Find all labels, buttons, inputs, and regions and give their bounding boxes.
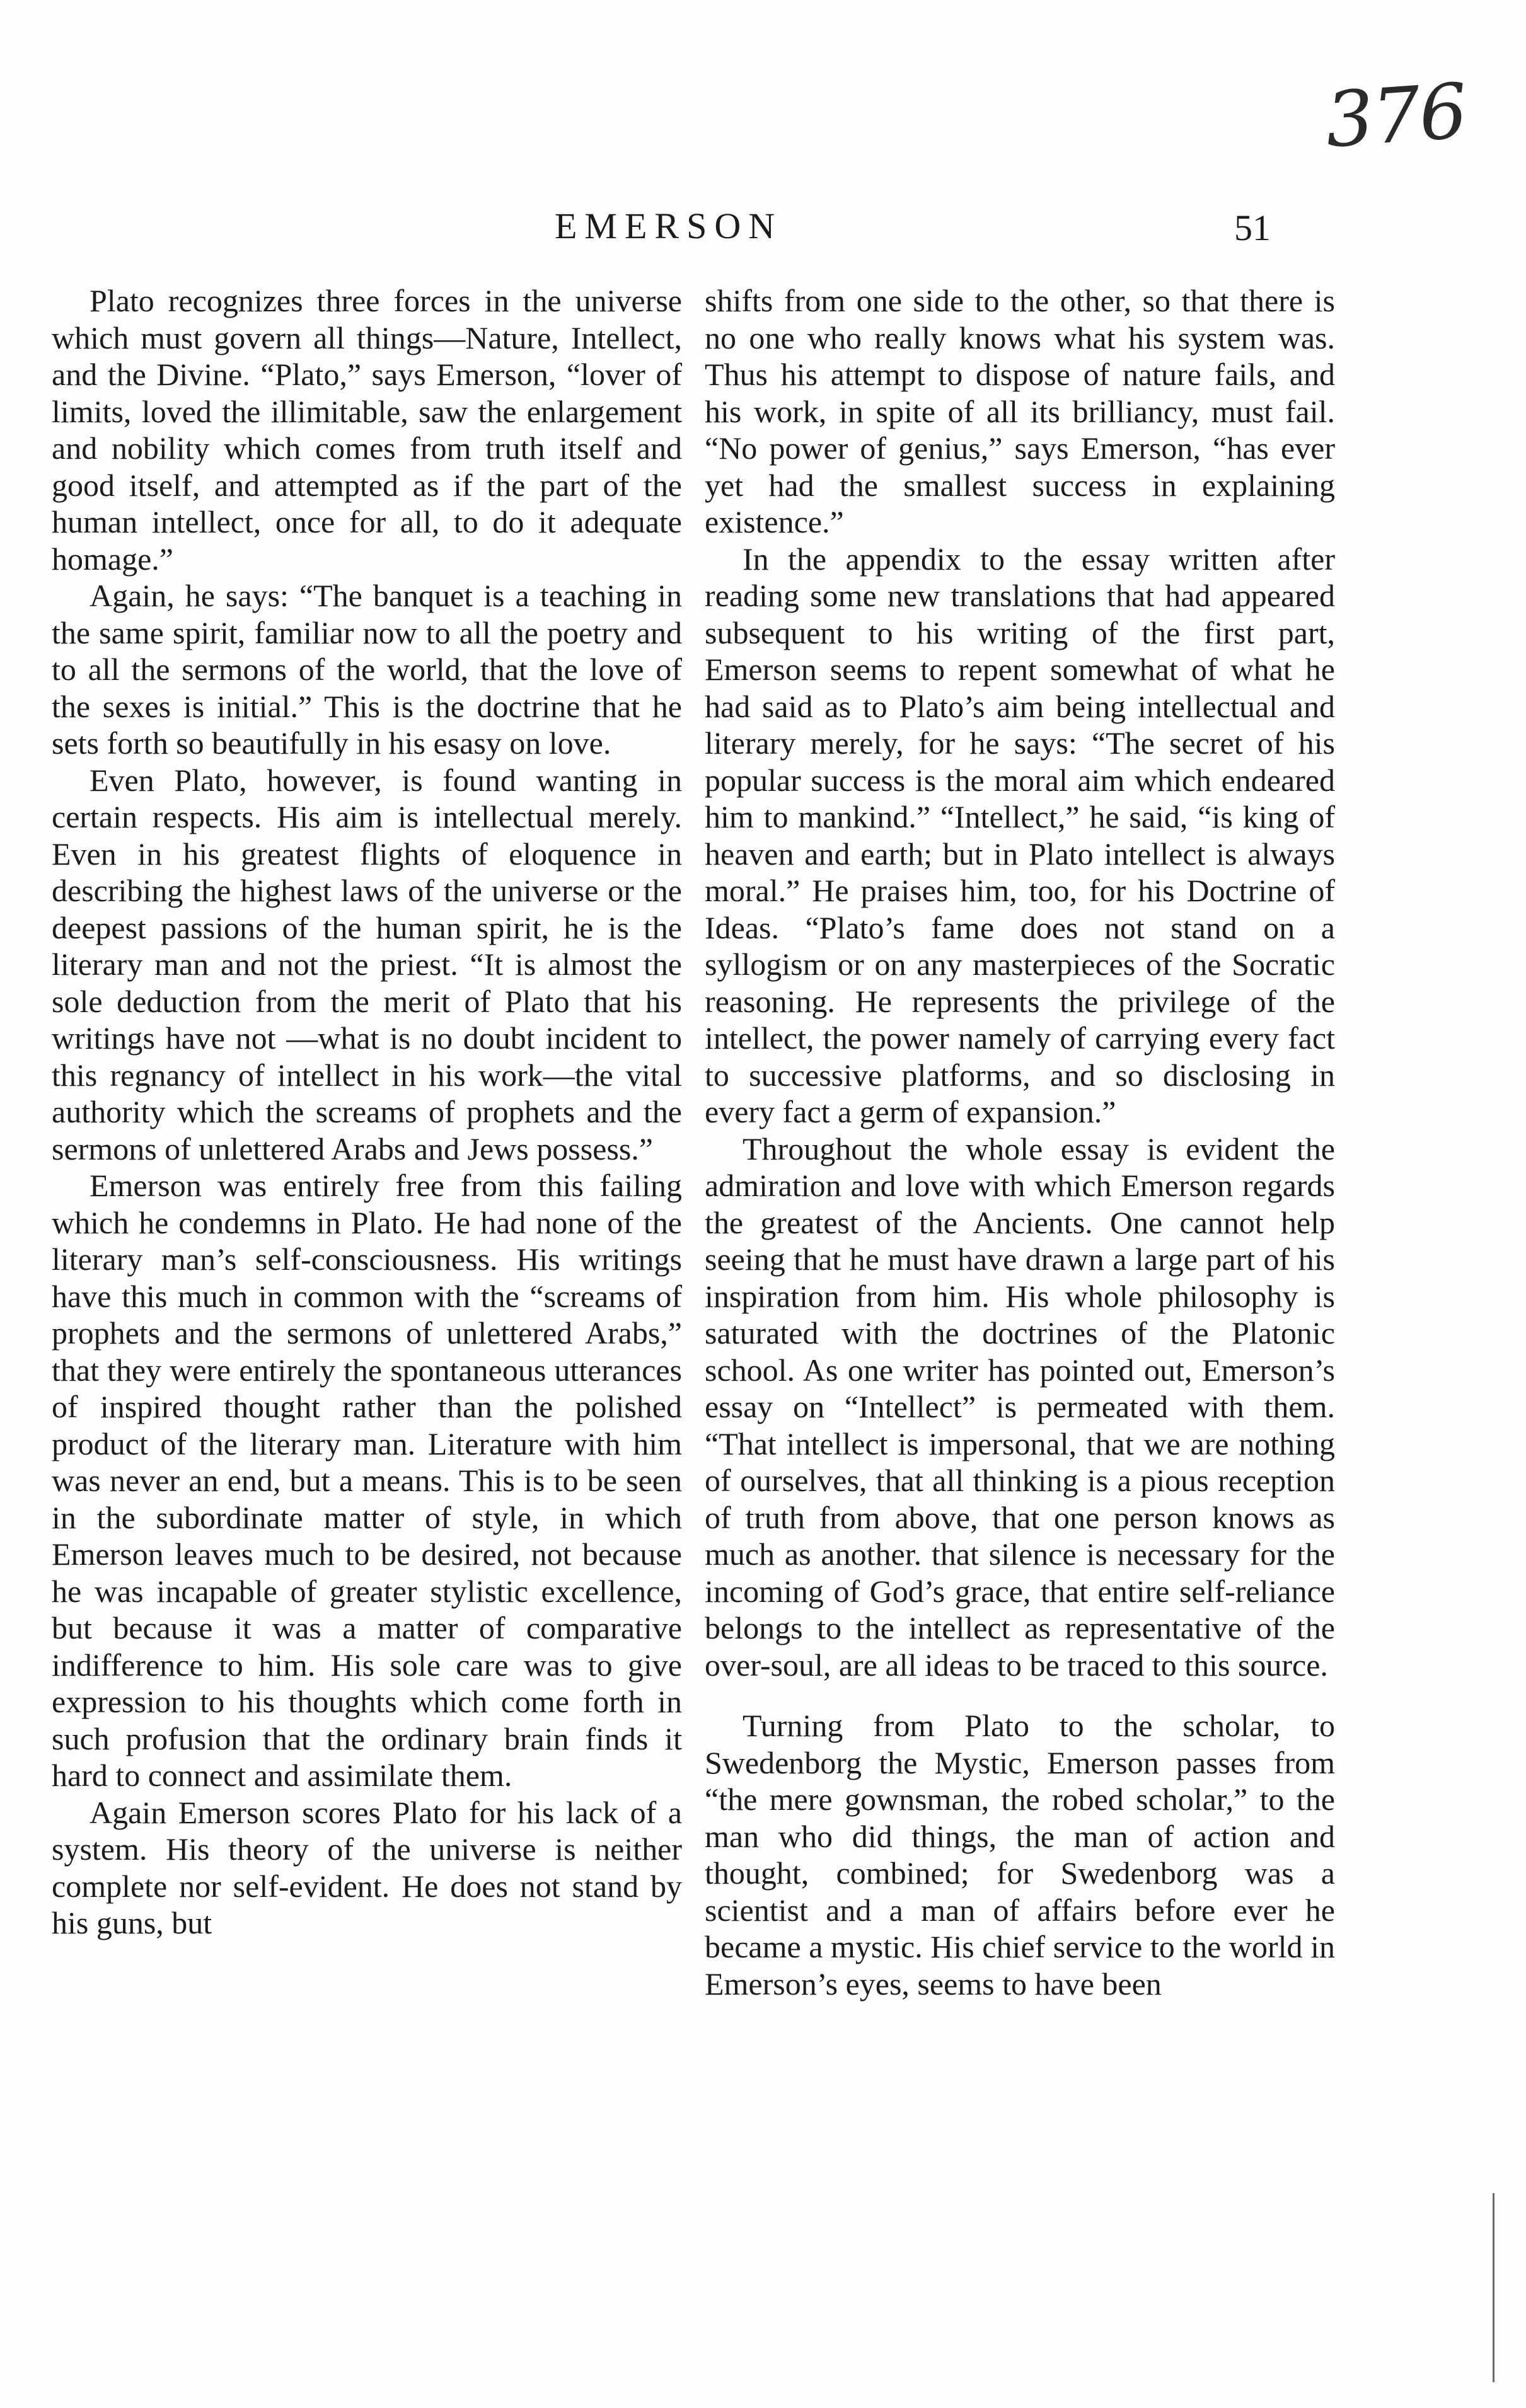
paragraph: Even Plato, however, is found wanting in certain respects. His aim is intellectual merely. Even in his greatest flights of eloquence in describing the highest laws of the universe or the deepest passions of the human spirit, he is the literary man and not the priest. “It is almost the sole deduction from the merit of Plato that his writings have not —what is no doubt incident to this regnancy of intellect in his work—the vital authority which the screams of prophets and the sermons of unlettered Arabs and Jews possess.”	[52, 762, 682, 1167]
left-text-column	[52, 282, 682, 1942]
right-text-column	[705, 282, 1335, 2002]
paragraph: Plato recognizes three forces in the universe which must govern all things—Nature, Intellect, and the Divine. “Plato,” says Emerson, “lover of limits, loved the illimitable, saw the enlargement and nobility which comes from truth itself and good itself, and attempted as if the part of the human intellect, once for all, to do it adequate homage.”	[52, 283, 682, 577]
handwritten-folio-number: 376	[1322, 67, 1469, 165]
paragraph: Emerson was entirely free from this failing which he condemns in Plato. He had none of the literary man’s self-consciousness. His writings have this much in common with the “screams of prophets and the sermons of unlettered Arabs,” that they were entirely the spontaneous utterances of inspired thought rather than the polished product of the literary man. Literature with him was never an end, but a means. This is to be seen in the subordinate matter of style, in which Emerson leaves much to be desired, not because he was incapable of greater stylistic excellence, but because it was a matter of comparative indifference to him. His sole care was to give expression to his thoughts which come forth in such profusion that the ordinary brain finds it hard to connect and assimilate them.	[52, 1168, 682, 1793]
paragraph: Again, he says: “The banquet is a teaching in the same spirit, familiar now to all the poetry and to all the sermons of the world, that the love of the sexes is initial.” This is the doctrine that he sets forth so beautifully in his esasy on love.	[52, 578, 682, 761]
section-paragraph: Turning from Plato to the scholar, to Swedenborg the Mystic, Emerson passes from “the mere gownsman, the robed scholar,” to the man who did things, the man of action and thought, combined; for Swedenborg was a scientist and a man of affairs before ever he became a mystic. His chief service to the world in Emerson’s eyes, seems to have been	[705, 1708, 1335, 2002]
paragraph: Again Emerson scores Plato for his lack of a system. His theory of the universe is neither complete nor self-evident. He does not stand by his guns, but	[52, 1794, 682, 1940]
margin-scan-mark	[1493, 2193, 1494, 2382]
page-number: 51	[1234, 207, 1271, 248]
running-head: EMERSON	[555, 205, 783, 246]
paragraph: In the appendix to the essay written after reading some new translations that had appeared subsequent to his writing of the first part, Emerson seems to repent somewhat of what he had said as to Plato’s aim being intellectual and literary merely, for he says: “The secret of his popular success is the moral aim which endeared him to mankind.” “Intellect,” he said, “is king of heaven and earth; but in Plato intellect is always moral.” He praises him, too, for his Doctrine of Ideas. “Plato’s fame does not stand on a syllogism or on any masterpieces of the Socratic reasoning. He represents the privilege of the intellect, the power namely of carrying every fact to successive platforms, and so disclosing in every fact a germ of expansion.”	[705, 541, 1335, 1129]
paragraph: Throughout the whole essay is evident the admiration and love with which Emerson regards the greatest of the Ancients. One cannot help seeing that he must have drawn a large part of his inspiration from him. His whole philosophy is saturated with the doctrines of the Platonic school. As one writer has pointed out, Emerson’s essay on “Intellect” is permeated with them. “That intellect is impersonal, that we are nothing of ourselves, that all thinking is a pious reception of truth from above, that one person knows as much as another. that silence is necessary for the incoming of God’s grace, that entire self-reliance belongs to the intellect as representative of the over-soul, are all ideas to be traced to this source.	[705, 1131, 1335, 1683]
continued-paragraph: shifts from one side to the other, so that there is no one who really knows what his system was. Thus his attempt to dispose of nature fails, and his work, in spite of all its brilliancy, must fail. “No power of genius,” says Emerson, “has ever yet had the smallest success in explaining existence.”	[705, 283, 1335, 539]
